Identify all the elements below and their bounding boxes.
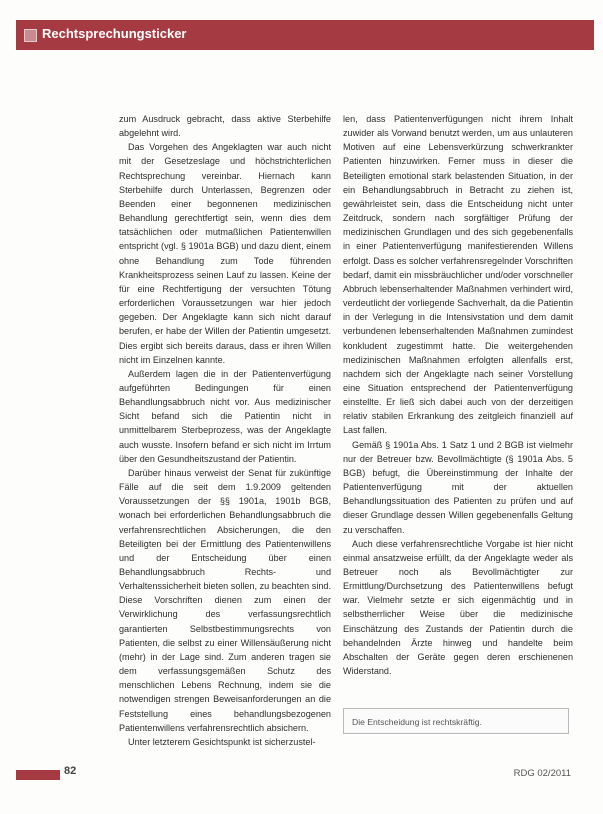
- paragraph: Das Vorgehen des Angeklagten war auch nicht mit der Gesetzeslage und höchstrichterlichen Rechtsprechung vereinbar. Hiernach kann Sterbehilfe durch Unterlassen, Begrenzen oder Beenden einer begonnenen medizinischen Behandlung gerechtfertigt sein, wenn dies dem tatsächlichen oder mutmaßlichen Patientenwillen entspricht (vgl. § 1901a BGB) und dazu dient, einem ohne Behandlung zum Tode führenden Krankheitsprozess seinen Lauf zu lassen. Keine der für eine Rechtfertigung der versuchten Tötung erforderlichen Voraussetzungen war hier jedoch gegeben. Der Angeklagte kann sich nicht darauf berufen, er habe der Willen der Patientin umgesetzt. Dies ergibt sich bereits daraus, dass er ihren Willen nicht im Einzelnen kannte.: [119, 142, 331, 365]
- left-column: [119, 112, 331, 749]
- paragraph: Unter letzterem Gesichtspunkt ist sicherzustel-: [128, 736, 316, 747]
- paragraph: Auch diese verfahrensrechtliche Vorgabe ist hier nicht einmal ansatzweise erfüllt, da der Angeklagte weder als Betreuer noch als Bevollmächtigter zur Ermittlung/Durchsetzung des Patientenwillens befugt war. Vielmehr setzte er sich eigenmächtig und in selbstherrlicher Weise über die medizinische Einschätzung des Zustands der Patientin durch die behandelnden Ärzte hinweg und handelte beim Abschalten der Geräte gegen deren erschienenen Widerstand.: [343, 538, 573, 677]
- paragraph: Außerdem lagen die in der Patientenverfügung aufgeführten Bedingungen für einen Behandlungsabbruch nicht vor. Aus medizinischer Sicht befand sich die Patientin nicht in unmittelbarem Sterbeprozess, was der Angeklagte auch wusste. Insofern befand er sich nicht im Irrtum über den Gesundheitszustand der Patientin.: [119, 368, 331, 464]
- paragraph: Gemäß § 1901a Abs. 1 Satz 1 und 2 BGB ist vielmehr nur der Betreuer bzw. Bevollmächtigte (§ 1901a Abs. 5 BGB) befugt, die Übereinstimmung der Inhalte der Patientenverfügung mit der aktuellen Behandlungssituation des Patienten zu prüfen und auf dieser Grundlage dessen Willen gegebenenfalls Geltung zu verschaffen.: [343, 439, 573, 535]
- page-number: 82: [64, 765, 77, 777]
- right-column: [343, 112, 573, 678]
- header-square-icon: [24, 29, 37, 42]
- section-title: Rechtsprechungsticker: [42, 26, 187, 41]
- journal-reference: RDG 02/2011: [513, 768, 571, 779]
- footer-band: [16, 770, 60, 780]
- paragraph: len, dass Patientenverfügungen nicht ihrem Inhalt zuwider als Vorwand benutzt werden, um aus unlauteren Motiven auf eine Lebensverkürzung schwerkrankter Patienten hinzuwirken. Ferner muss in dieser die Beteiligten emotional stark belastenden Situation, in der ein Behandlungsabbruch in Betracht zu ziehen ist, gewährleistet sein, dass die Entscheidung nicht unter Zeitdruck, sondern nach sorgfältiger Prüfung der medizinischen Grundlagen und des sich gegebenenfalls in einer Patientenverfügung manifestierenden Willens erfolgt. Dass es solcher verfahrensregelnder Vorschriften bedarf, damit ein missbräuchlicher und/oder vorschneller Abbruch lebenserhaltender Maßnahmen verhindert wird, verdeutlicht der vorliegende Sachverhalt, da die Patientin in der Verlegung in die Intensivstation und dem damit verbundenen lebenserhaltenden Maßnahmen zumindest konkludent zugestimmt hatte. Die weitergehenden medizinischen Maßnahmen erfolgten allenfalls erst, nachdem sich der Angeklagte nach seiner Vorstellung eine Situation entsprechend der Patientenverfügung einstellte. Er ließ sich dabei auch von der derzeitigen relativ stabilen Erkrankung des zeitgleich finanziell auf Last fallen.: [343, 114, 574, 436]
- paragraph: Darüber hinaus verweist der Senat für zukünftige Fälle auf die seit dem 1.9.2009 geltenden Voraussetzungen der §§ 1901a, 1901b BGB, wonach bei erforderlichen Behandlungsabbruch die verfahrensrechtlichen Absicherungen, die den Beteiligten bei der Ermittlung des Patientenwillens und der Entscheidung über einen Behandlungsabbruch Rechts- und Verhaltenssicherheit bieten sollen, zu beachten sind. Diese Vorschriften dienen zum einen der Verwirklichung des verfassungsrechtlich garantierten Selbstbestimmungsrechts von Patienten, die selbst zu einer Willensäußerung nicht (mehr) in der Lage sind. Zum anderen tragen sie dem verfassungsgemäßen Schutz des menschlichen Lebens Rechnung, indem sie die notwendigen strengen Beweisanforderungen an die Feststellung eines behandlungsbezogenen Patientenwillens verfahrensrechtlich absichern.: [119, 467, 331, 733]
- note-box: Die Entscheidung ist rechtskräftig.: [343, 708, 569, 734]
- paragraph: zum Ausdruck gebracht, dass aktive Sterbehilfe abgelehnt wird.: [119, 114, 331, 139]
